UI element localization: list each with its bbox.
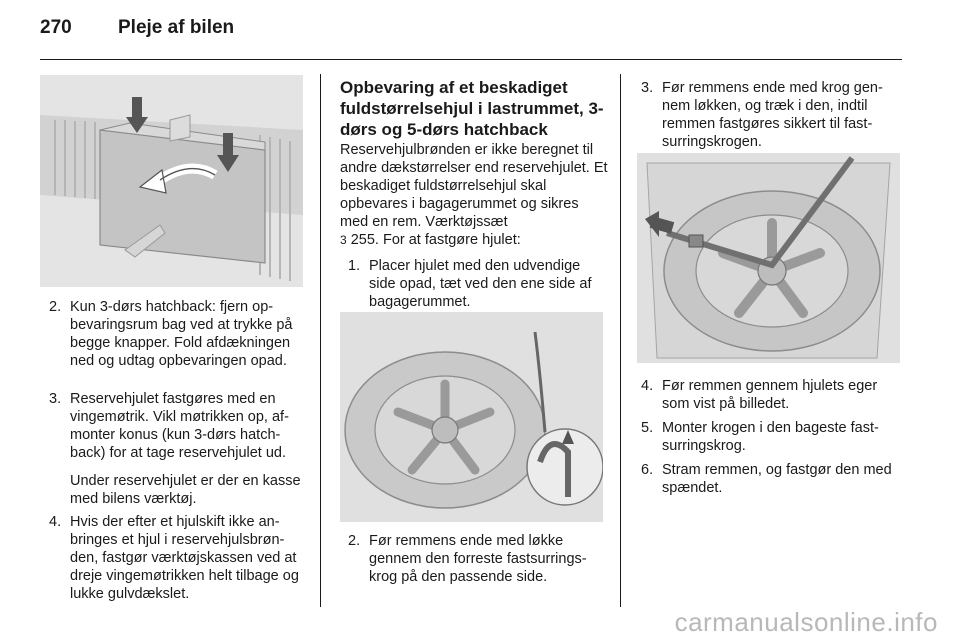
list-item: 2. Før remmens ende med løkke gennem den forreste fastsurringskrog på den passende side. [348,533,587,585]
page-reference-arrow-icon: 3 [340,233,347,247]
list-item: 6. Stram remmen, og fastgør den med spændet. [641,462,892,496]
list-item: 2. Kun 3-dørs hatchback: fjern opbevaringsrum bag ved at trykke på begge knapper. Fold afdækningen ned og udtag opbevaringen opad. [49,299,293,369]
watermark: carmanualsonline.info [674,607,938,637]
wheel-strap-loop-illustration [340,312,603,522]
header-rule [40,59,902,60]
section-body: Reservehjulbrønden er ikke beregnet til andre dækstørrelser end reservehjulet. Et beskadiget fuldstørrelsehjul skal opbevares i bagagerummet og sikres med en rem. Værktøjssæt 3 255. For at fastgøre hjulet: [340,142,608,248]
page-number: 270 [40,17,72,38]
list-item: 3. Før remmens ende med krog gennem løkken, og træk i den, indtil remmen fastgøres sikkert til fastsurringskrogen. [641,80,883,150]
section-heading: Opbevaring af et beskadiget fuldstørrelsehjul i lastrummet, 3-dørs og 5-dørs hatchback [340,78,604,139]
list-item: 4. Hvis der efter et hjulskift ikke anbringes et hjul i reservehjulsbrønden, fastgør værktøjskassen ved at dreje vingemøtrikken helt tilbage og lukke gulvdækslet. [49,514,299,602]
list-item: 3. Reservehjulet fastgøres med en vingemøtrik. Vikl møtrikken op, afmonter konus (kun 3-dørs hatchback) for at tage reservehjulet ud. [49,391,289,461]
page-title: Pleje af bilen [118,17,235,38]
list-item: 5. Monter krogen i den bageste fastsurringskrog. [641,420,879,454]
storage-compartment-illustration [40,75,303,287]
column-divider-right [620,74,621,607]
wheel-strap-tightened-illustration [637,153,900,363]
column-divider-left [320,74,321,607]
tool-box-note: Under reservehjulet er der en kasse med bilens værktøj. [70,473,301,507]
list-item: 4. Før remmen gennem hjulets eger som vist på billedet. [641,378,878,412]
list-item: 1. Placer hjulet med den udvendige side opad, tæt ved den ene side af bagagerummet. [348,258,592,310]
